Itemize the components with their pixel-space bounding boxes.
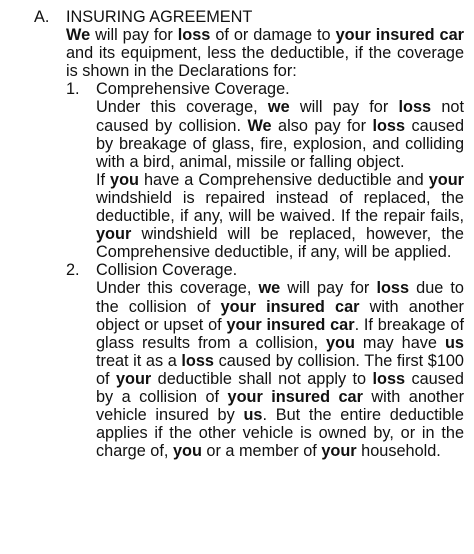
defined-term: loss: [372, 116, 406, 135]
defined-term: your insured car: [227, 387, 363, 406]
defined-term: your: [321, 442, 357, 461]
defined-term: your: [428, 170, 464, 189]
defined-term: We: [66, 26, 91, 45]
defined-term: us: [243, 406, 263, 425]
text-run: also pay for: [271, 116, 373, 135]
text-run: household.: [356, 442, 441, 461]
collision-paragraph-1: [0, 279, 464, 460]
text-run: caused by breakage of glass, fire, explosion, and colliding with a bird, animal, missile or falling object.: [96, 116, 464, 171]
text-run: deductible shall not apply to: [151, 369, 373, 388]
text-run: Under this coverage,: [96, 98, 268, 117]
text-run: have a Comprehensive deductible and: [139, 170, 429, 189]
defined-term: you: [325, 333, 355, 352]
defined-term: you: [110, 170, 139, 189]
defined-term: your: [115, 369, 152, 388]
defined-term: we: [258, 279, 281, 298]
text-run: with another object or upset of: [96, 297, 464, 334]
text-run: caused by collision. The first $100 of: [96, 351, 464, 388]
text-run: caused by a collision of: [96, 369, 464, 406]
text-run: treat it as a: [96, 351, 182, 370]
comprehensive-paragraph-2: [0, 171, 464, 261]
item-number: 2.: [66, 261, 80, 280]
defined-term: We: [247, 116, 272, 135]
text-run: may have: [354, 333, 445, 352]
section-title: INSURING AGREEMENT: [66, 8, 253, 26]
defined-term: loss: [177, 26, 211, 45]
item-number: 1.: [66, 80, 80, 99]
defined-term: you: [172, 442, 202, 461]
item-title: Collision Coverage.: [96, 261, 238, 280]
item-comprehensive-heading: [0, 80, 464, 98]
text-run: due to the collision of: [96, 279, 464, 316]
comprehensive-paragraph-1: [0, 98, 464, 170]
defined-term: loss: [398, 98, 432, 117]
defined-term: loss: [376, 279, 410, 298]
defined-term: us: [444, 333, 464, 352]
text-run: will pay for: [90, 26, 178, 45]
defined-term: your: [96, 225, 132, 244]
text-run: . If breakage of glass results from a collision,: [96, 315, 464, 352]
text-run: not caused by collision.: [96, 98, 464, 135]
text-run: If: [96, 170, 111, 189]
defined-term: your insured car: [226, 315, 355, 334]
text-run: Under this coverage,: [96, 279, 259, 298]
item-collision-heading: [0, 261, 464, 279]
text-run: and its equipment, less the deductible, if the coverage is shown in the Declarations for:: [66, 44, 464, 81]
defined-term: loss: [181, 351, 214, 370]
text-run: windshield will be replaced, however, the Comprehensive deductible, if any, will be applied.: [96, 225, 464, 262]
section-heading: [0, 8, 464, 26]
text-run: windshield is repaired instead of replaced, the deductible, if any, will be waived. If the repair fails,: [96, 188, 464, 226]
text-run: of or damage to: [210, 26, 336, 45]
text-run: or a member of: [201, 442, 322, 461]
defined-term: your insured car: [220, 297, 360, 316]
text-run: with another vehicle insured by: [96, 387, 464, 425]
text-run: will pay for: [289, 98, 399, 117]
text-run: . But the entire deductible applies if the other vehicle is owned by, or in the charge of,: [96, 406, 464, 461]
defined-term: your insured car: [335, 26, 464, 45]
defined-term: loss: [372, 369, 406, 388]
item-title: Comprehensive Coverage.: [96, 80, 290, 99]
section-marker: A.: [34, 8, 50, 26]
defined-term: we: [267, 98, 290, 117]
text-run: will pay for: [280, 279, 377, 298]
section-intro: [0, 26, 464, 80]
